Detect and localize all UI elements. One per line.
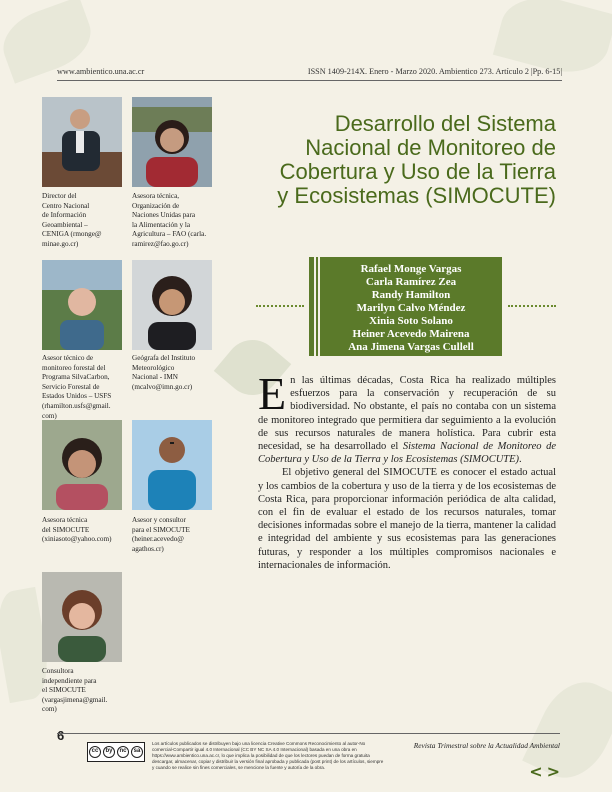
author-caption: Asesor técnico de monitoreo forestal del Programa SilvaCarbon, Servicio Forestal de Estados Unidos – USFS (rhamilton.usfs@gmail. com) <box>42 354 112 420</box>
author-caption: Director del Centro Nacional de Información Geoambiental – CENIGA (rmonge@ minae.go.cr) <box>42 192 102 248</box>
nc-badge: nc <box>117 746 129 758</box>
author-name: Marilyn Calvo Méndez <box>356 302 466 314</box>
previous-page-icon[interactable]: < <box>529 762 543 781</box>
author-photo-marilyn <box>132 260 212 350</box>
article-body <box>258 368 556 572</box>
author-photo-ana <box>42 572 122 662</box>
author-box-stripe <box>316 257 318 356</box>
author-photo-randy <box>42 260 122 350</box>
author-caption: Consultora independiente para el SIMOCUTE (vargasjimena@gmail. com) <box>42 667 108 714</box>
author-caption: Geógrafa del Instituto Meteorológico Nacional - IMN (mcalvo@imn.go.cr) <box>132 354 196 391</box>
header-divider <box>57 80 562 81</box>
running-header <box>57 67 562 81</box>
issn-line: ISSN 1409-214X. Enero - Marzo 2020. Ambientico 273. Artículo 2 |Pp. 6-15| <box>307 67 562 76</box>
author-name: Randy Hamilton <box>371 289 451 301</box>
author-caption: Asesora técnica del SIMOCUTE (xiniasoto@yahoo.com) <box>42 516 112 544</box>
footer-divider <box>57 733 560 734</box>
journal-name: Revista Trimestral sobre la Actualidad Ambiental <box>413 741 560 750</box>
author-caption: Asesor y consultor para el SIMOCUTE (heiner.acevedo@ agathos.cr) <box>132 516 190 553</box>
page-navigation <box>529 762 560 781</box>
page-number: 6 <box>57 728 65 743</box>
paragraph-intro: En las últimas décadas, Costa Rica ha realizado múltiples esfuerzos para la conservación y recuperación de su biodiversidad. No obstante, el país no contaba con un sistema de monitoreo integrado que permitiera dar seguimiento a la evolución de sus recursos naturales de manera holística. Para cubrir esta necesidad, se ha desarrollado el Sistema Nacional de Monitoreo de Cobertura y Uso de la Tierra y los Ecosistemas (SIMOCUTE). <box>258 368 556 466</box>
author-name: Xinia Soto Solano <box>369 315 453 327</box>
article-title: Desarrollo del Sistema Nacional de Monitoreo de Cobertura y Uso de la Tierra y Ecosistemas (SIMOCUTE) <box>277 111 556 208</box>
by-badge: by <box>103 746 115 758</box>
author-caption: Asesora técnica, Organización de Naciones Unidas para la Alimentación y la Agricultura – FAO (carla. ramirez@fao.go.cr) <box>132 192 207 248</box>
author-name: Heiner Acevedo Mairena <box>352 328 470 340</box>
cc-badge: cc <box>89 746 101 758</box>
dotted-rule-right <box>508 305 556 307</box>
paragraph-objective: El objetivo general del SIMOCUTE es conocer el estado actual y los cambios de la cobertura y uso de la tierra y de los ecosistemas de Costa Rica, para proporcionar información periódica de alta calidad, con el fin de evaluar el estado de los recursos naturales, tomar decisiones informadas sobre el manejo de la tierra, mantener la calidad e integridad del ambiente y sus ecosistemas para las generaciones futuras, y responder a los múltiples compromisos nacionales e internacionales de información. <box>258 467 556 571</box>
dotted-rule-left <box>256 305 304 307</box>
author-name: Rafael Monge Vargas <box>360 263 462 275</box>
author-name: Ana Jimena Vargas Cullell <box>348 341 474 353</box>
author-list <box>320 257 502 356</box>
license-text: Los artículos publicados se distribuyen bajo una licencia Creative Commons Reconocimiento al autor-No comercial-Compartir igual 4.0 Internacional (CC BY NC SA 4.0 Internacional) basada en una obra en https://www.ambientico.una.ac.cr, lo que implica la posibilidad de que los lectores puedan de forma gratuita descargar, almacenar, copiar y distribuir la versión final aprobada y publicada (post print) de los artículos, siempre y cuando se realice sin fines comerciales, se mencione la fuente y autoría de la obra. <box>152 741 384 770</box>
creative-commons-icon[interactable] <box>87 742 145 762</box>
next-page-icon[interactable]: > <box>546 762 560 781</box>
author-box-stripe <box>309 257 314 356</box>
drop-cap: E <box>258 368 287 419</box>
author-photo-xinia <box>42 420 122 510</box>
author-photo-heiner <box>132 420 212 510</box>
site-url[interactable]: www.ambientico.una.ac.cr <box>57 67 145 76</box>
author-photo-carla <box>132 97 212 187</box>
author-name: Carla Ramírez Zea <box>365 276 457 288</box>
sa-badge: sa <box>131 746 143 758</box>
author-photo-rafael <box>42 97 122 187</box>
